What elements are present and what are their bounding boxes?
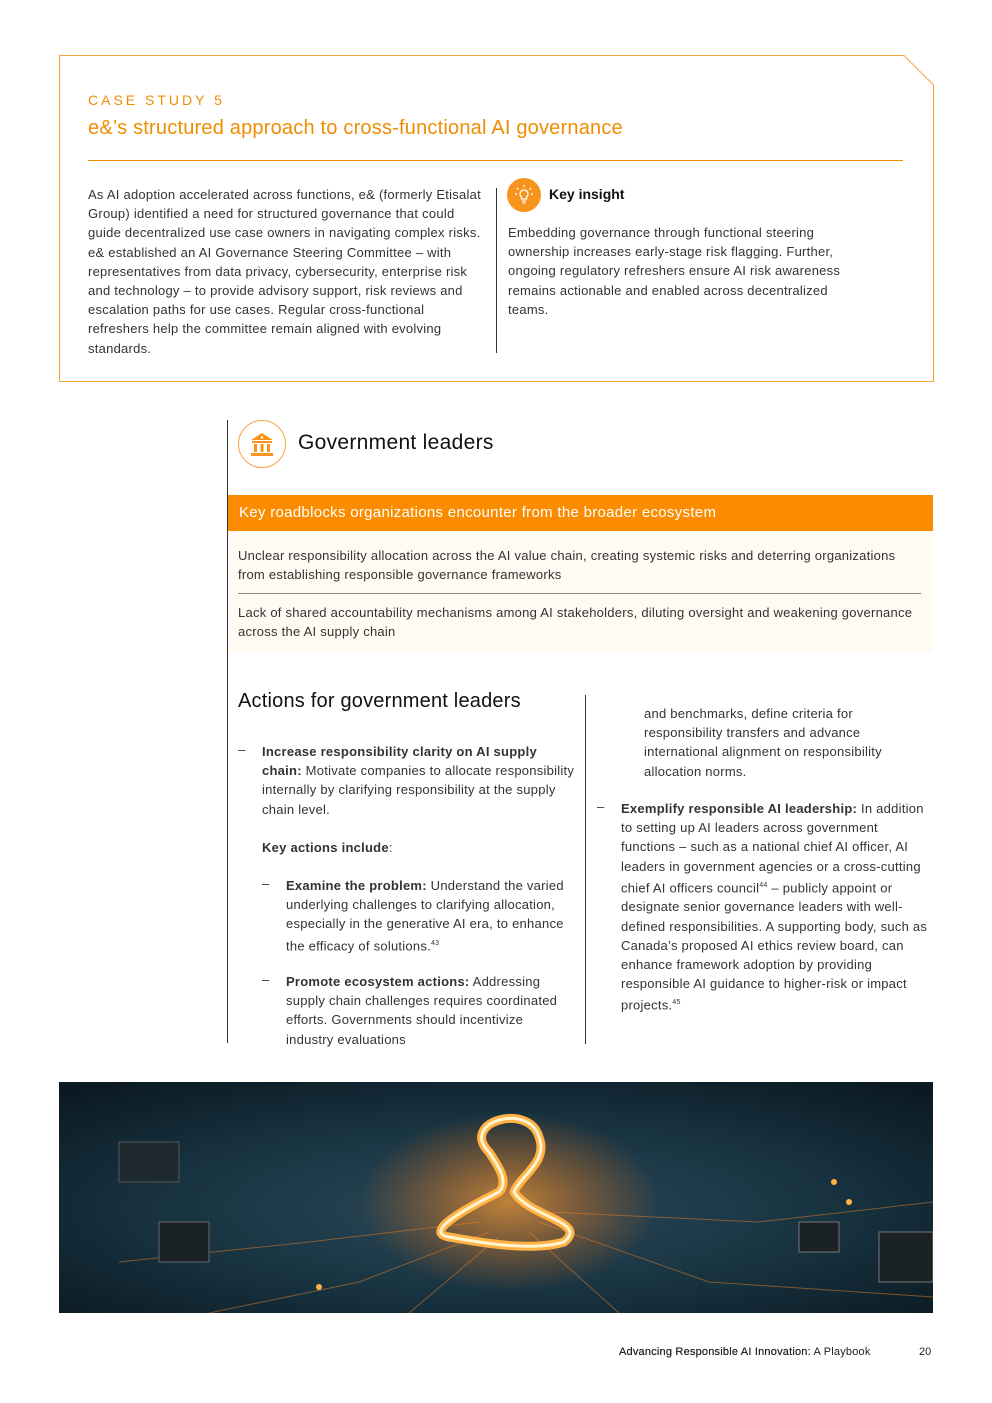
- case-study-label: CASE STUDY 5: [88, 92, 225, 108]
- bullet-dash: –: [262, 972, 270, 987]
- lightbulb-icon: [507, 178, 541, 212]
- divider: [585, 695, 586, 1044]
- sub-action-continued: and benchmarks, define criteria for responsibility transfers and advance international alignment on responsibility allocation norms.: [644, 706, 882, 779]
- action-item: Increase responsibility clarity on AI supply chain: Motivate companies to allocate responsibility internally by clarifying responsibility at the supply chain level.: [262, 744, 575, 817]
- sub-action-item: Examine the problem: Understand the varied underlying challenges to clarifying allocation, especially in the generative AI era, to enhance the efficacy of solutions.$^{43}$: [286, 878, 564, 953]
- page-number: 20: [919, 1346, 932, 1358]
- action-title: Increase responsibility clarity on AI supply chain:: [262, 744, 537, 779]
- key-insight-title: Key insight: [549, 186, 625, 202]
- sub-action-item: Promote ecosystem actions: Addressing supply chain challenges requires coordinated efforts. Governments should incentivize industry evaluations: [286, 974, 558, 1047]
- government-building-icon: [238, 420, 286, 468]
- footnote-ref[interactable]: 43: [431, 939, 440, 947]
- roadblocks-header: Key roadblocks organizations encounter from the broader ecosystem: [228, 495, 933, 531]
- divider: [238, 593, 921, 594]
- key-actions-label: Key actions include:: [262, 840, 393, 855]
- roadblock-item: Unclear responsibility allocation across the AI value chain, creating systemic risks and deterring organizations from establishing responsible governance frameworks: [238, 548, 896, 583]
- footnote-ref[interactable]: 45: [672, 999, 681, 1007]
- bullet-dash: –: [238, 742, 246, 757]
- footnote-ref[interactable]: 44: [759, 881, 768, 889]
- divider: [496, 188, 497, 353]
- case-study-body: As AI adoption accelerated across functions, e& (formerly Etisalat Group) identified a need for structured governance that could guide decentralized use case owners in navigating complex risks. e& established an AI Governance Steering Committee – with representatives from data privacy, cybersecurity, enterprise risk and technology – to provide advisory support, risk reviews and escalation paths for use cases. Regular cross-functional refreshers help the committee remain aligned with evolving standards.: [88, 187, 481, 356]
- circuit-board-image: [59, 1082, 933, 1313]
- footer-title: Advancing Responsible AI Innovation: A Playbook: [619, 1346, 871, 1358]
- actions-title: Actions for government leaders: [238, 690, 521, 712]
- divider: [88, 160, 903, 161]
- roadblock-item: Lack of shared accountability mechanisms among AI stakeholders, diluting oversight and weakening governance across the AI supply chain: [238, 605, 913, 640]
- section-title: Government leaders: [298, 431, 494, 454]
- key-insight-body: Embedding governance through functional steering ownership increases early-stage risk flagging. Further, ongoing regulatory refreshers ensure AI risk awareness remains actionable and enabled across decentralized teams.: [508, 225, 841, 317]
- bullet-dash: –: [262, 876, 270, 891]
- action-item: Exemplify responsible AI leadership: In addition to setting up AI leaders across government functions – such as a national chief AI officer, AI leaders in government agencies or a cross-cutting chief AI officers council$^{44}$ – publicly appoint or designate senior governance leaders with well-defined responsibilities. A supporting body, such as Canada’s proposed AI ethics review board, can enhance framework adoption by providing responsible AI guidance to higher-risk or impact projects.$^{45}$: [621, 801, 928, 1013]
- case-study-title: e&’s structured approach to cross-functional AI governance: [88, 117, 623, 139]
- bullet-dash: –: [597, 799, 605, 814]
